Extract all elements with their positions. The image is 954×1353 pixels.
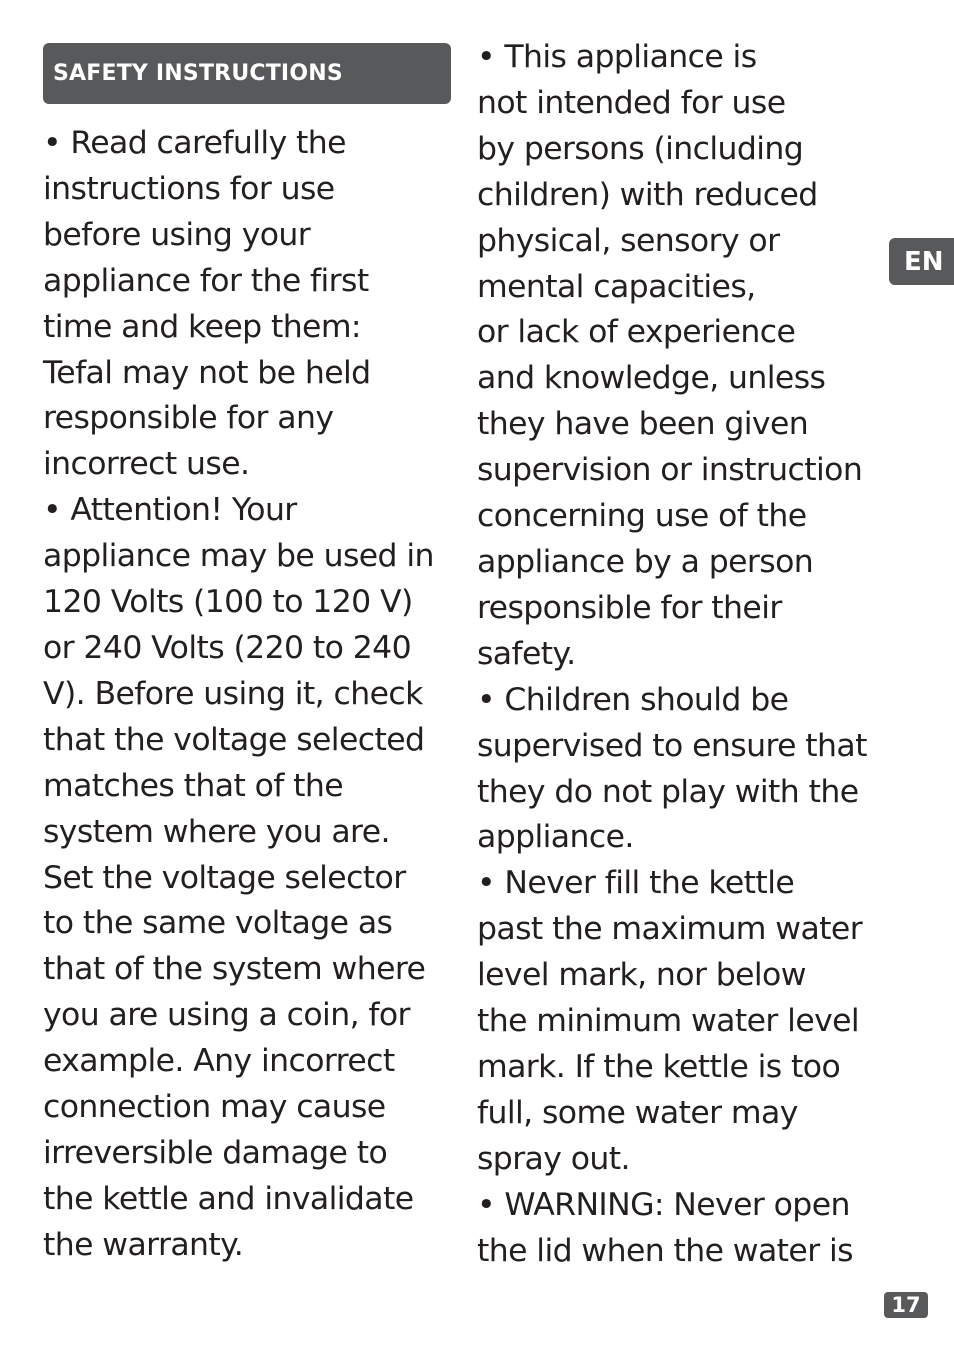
paragraph-voltage-attention: • Attention! Your appliance may be used in 120 Volts (100 to 120 V) or 240 Volts (220 to 240 V). Before using it, check that the voltage selected matches that of the system where you are. Set the voltage selector to the same voltage as that of the system where you are using a coin, for example. Any incorrect connection may cause irreversible damage to the kettle and invalidate the warranty. [43, 492, 434, 1263]
paragraph-read-instructions: • Read carefully the instructions for use before using your appliance for the first time and keep them: Tefal may not be held responsible for any incorrect use. [43, 125, 371, 483]
section-header [43, 43, 451, 104]
paragraph-persons-capacities: • This appliance is not intended for use by persons (including children) with reduced physical, sensory or mental capacities, or lack of experience and knowledge, unless they have been given supervision or instruction concerning use of the appliance by a person responsible for their safety. [477, 39, 863, 672]
page-number-badge [884, 1292, 928, 1318]
paragraph-children-supervision: • Children should be supervised to ensure that they do not play with the appliance. [477, 681, 867, 856]
left-text-column [43, 121, 455, 1269]
right-text-column [477, 35, 889, 1274]
section-title: SAFETY INSTRUCTIONS [53, 61, 343, 86]
language-code: EN [904, 246, 944, 277]
page-number: 17 [891, 1293, 921, 1317]
paragraph-warning-lid: • WARNING: Never open the lid when the water is [477, 1186, 853, 1269]
language-tab [889, 238, 954, 285]
paragraph-water-level: • Never fill the kettle past the maximum water level mark, nor below the minimum water level mark. If the kettle is too full, some water may spray out. [477, 865, 863, 1177]
